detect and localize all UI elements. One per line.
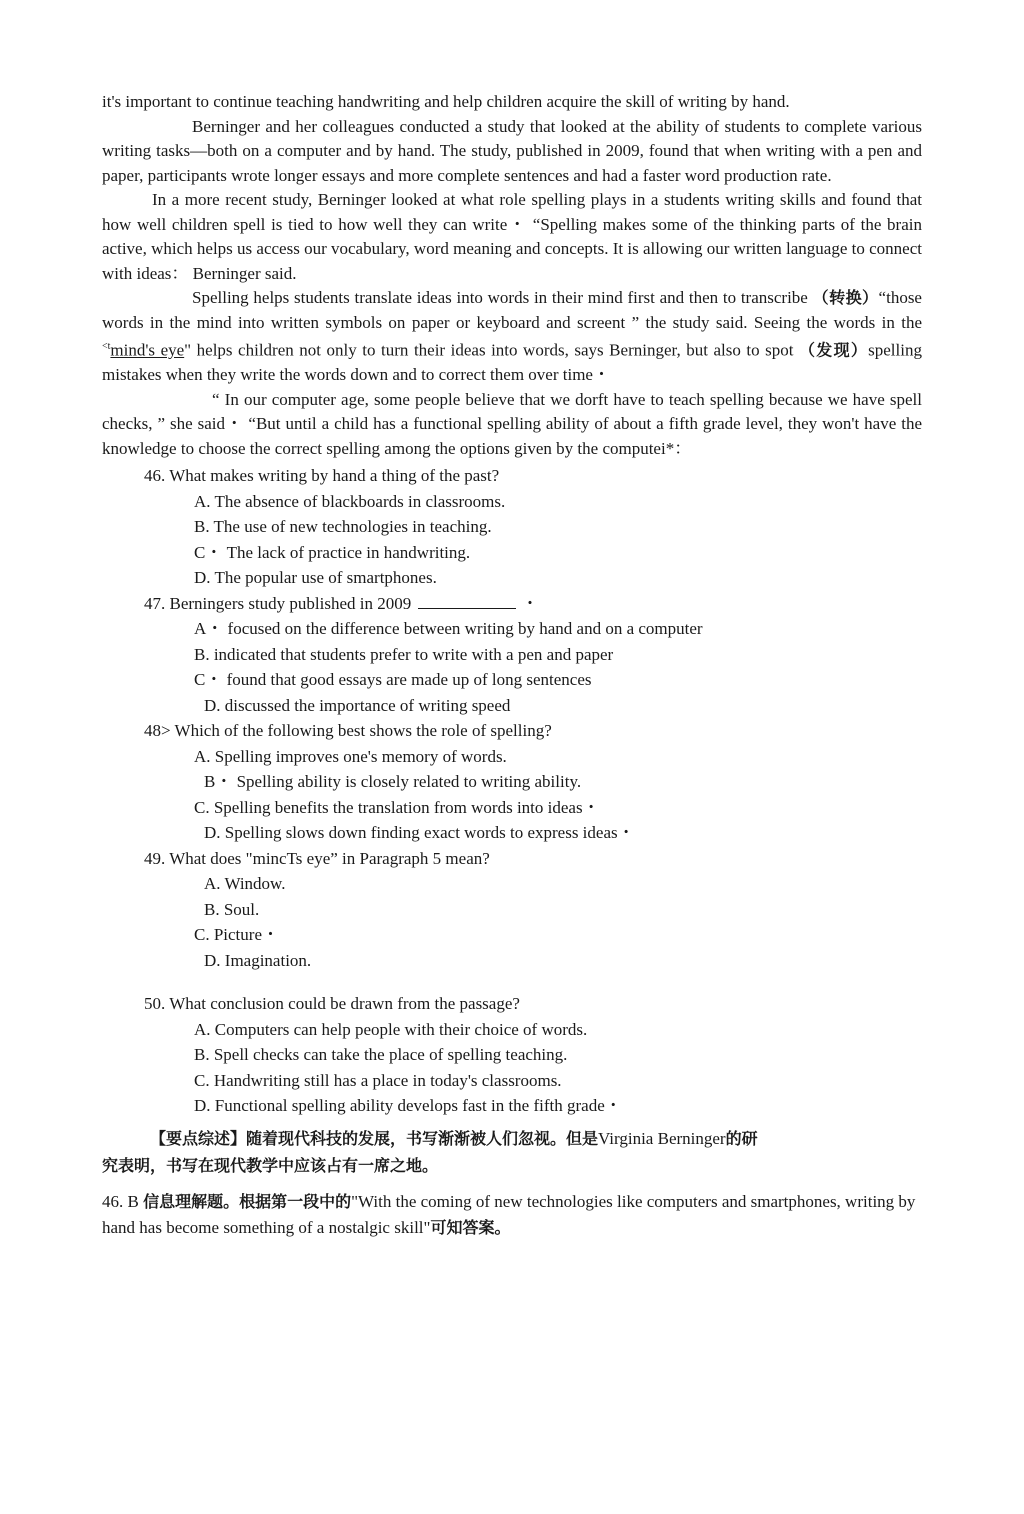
summary-text-2: 的研 bbox=[725, 1128, 758, 1148]
option-b: B. The use of new technologies in teaching. bbox=[194, 517, 492, 537]
question-stem: 48> Which of the following best shows the role of spelling? bbox=[144, 721, 552, 741]
question-stem: 46. What makes writing by hand a thing of the past? bbox=[144, 466, 500, 486]
passage-paragraph-3: In a more recent study, Berninger looked at what role spelling plays in a students writing skills and found that how well children spell is tied to how well they can write・ “Spelling makes some of the thinking parts of the brain active, which helps us access our vocabulary, word meaning and concepts. It is allowing our written language to connect with ideas： Berninger said. bbox=[102, 190, 922, 283]
question-stem: 49. What does "mincTs eye” in Paragraph 5 mean? bbox=[144, 848, 490, 868]
question-stem-text: 47. Berningers study published in 2009 bbox=[144, 593, 412, 613]
question-50 bbox=[102, 991, 922, 1119]
option-c: C・ The lack of practice in handwriting. bbox=[194, 542, 471, 562]
p4-part-c: helps children not only to turn their ideas into words, says Berninger, but also to spot bbox=[191, 340, 800, 360]
summary-name: Virginia Berninger bbox=[598, 1128, 726, 1148]
p4-quote-open: <t bbox=[102, 341, 111, 352]
option-d: D. discussed the importance of writing speed bbox=[204, 695, 511, 715]
summary-line-1 bbox=[102, 1125, 922, 1152]
question-47 bbox=[102, 591, 922, 719]
p4-chinese-gloss-2: （发现） bbox=[799, 340, 869, 360]
option-a: A. The absence of blackboards in classrooms. bbox=[194, 491, 506, 511]
answer-explanation-46 bbox=[102, 1189, 922, 1241]
key-points-summary bbox=[102, 1125, 922, 1179]
summary-line-2: 究表明，书写在现代教学中应该占有一席之地。 bbox=[102, 1155, 439, 1175]
answer-text-2: 可知答案。 bbox=[430, 1217, 511, 1237]
passage-paragraph-5: “ In our computer age, some people believe that we dorft have to teach spelling because we have spell checks, ” she said・ “But until a child has a functional spelling ability of about a fifth grade level, they won't have the knowledge to choose the correct spelling among the options given by the computei*： bbox=[102, 389, 922, 458]
option-c: C. Spelling benefits the translation from words into ideas・ bbox=[194, 797, 600, 817]
option-a: A. Computers can help people with their choice of words. bbox=[194, 1019, 588, 1039]
passage-paragraph-4 bbox=[102, 286, 922, 388]
p4-quote-close: " bbox=[184, 340, 192, 360]
option-b: B・ Spelling ability is closely related to writing ability. bbox=[204, 772, 582, 792]
option-d: D. Imagination. bbox=[204, 950, 312, 970]
summary-text-1: 随着现代科技的发展，书写渐渐被人们忽视。但是 bbox=[246, 1128, 599, 1148]
option-b: B. Spell checks can take the place of spelling teaching. bbox=[194, 1045, 568, 1065]
p4-part-b: “those words in the mind into written symbols on paper or keyboard and screent ” the study said. Seeing the words in the bbox=[102, 288, 922, 332]
option-c: C. Handwriting still has a place in today's classrooms. bbox=[194, 1070, 562, 1090]
p4-underlined-phrase: mind's eye bbox=[110, 340, 185, 360]
p4-part-a: Spelling helps students translate ideas into words in their mind first and then to transcribe bbox=[192, 288, 813, 307]
answer-prefix: 46. B bbox=[102, 1191, 144, 1211]
option-d: D. The popular use of smartphones. bbox=[194, 568, 437, 588]
option-b: B. indicated that students prefer to write with a pen and paper bbox=[194, 644, 614, 664]
question-48 bbox=[102, 718, 922, 846]
option-a: A. Spelling improves one's memory of words. bbox=[194, 746, 507, 766]
option-d: D. Spelling slows down finding exact words to express ideas・ bbox=[204, 823, 635, 843]
question-stem: 50. What conclusion could be drawn from the passage? bbox=[144, 994, 520, 1014]
question-46 bbox=[102, 463, 922, 591]
answer-text-1: 信息理解题。根据第一段中的 bbox=[143, 1191, 352, 1211]
option-a: A・ focused on the difference between writing by hand and on a computer bbox=[194, 619, 703, 639]
p4-chinese-gloss-1: （转换） bbox=[812, 288, 879, 307]
question-stem-end: ・ bbox=[521, 593, 539, 613]
question-stem bbox=[102, 591, 922, 617]
option-a: A. Window. bbox=[204, 874, 286, 894]
option-b: B. Soul. bbox=[204, 899, 260, 919]
answer-quote: "With the coming of new technologies like computers and smartphones, writing by hand has become something of a nostalgic skill" bbox=[102, 1191, 916, 1237]
option-c: C・ found that good essays are made up of long sentences bbox=[194, 670, 592, 690]
option-d: D. Functional spelling ability develops fast in the fifth grade・ bbox=[194, 1096, 622, 1116]
question-49 bbox=[102, 846, 922, 974]
option-c: C. Picture・ bbox=[194, 925, 279, 945]
summary-label: 【要点综述】 bbox=[150, 1128, 247, 1148]
p4-part-d: spelling mistakes when they write the words down and to correct them over time・ bbox=[102, 340, 922, 385]
passage-paragraph-1: it's important to continue teaching handwriting and help children acquire the skill of writing by hand. bbox=[102, 92, 790, 111]
answer-blank bbox=[418, 594, 516, 609]
passage-paragraph-2: Berninger and her colleagues conducted a study that looked at the ability of students to complete various writing tasks—both on a computer and by hand. The study, published in 2009, found that when writing with a pen and paper, participants wrote longer essays and more complete sentences and had a faster word production rate. bbox=[102, 116, 922, 185]
